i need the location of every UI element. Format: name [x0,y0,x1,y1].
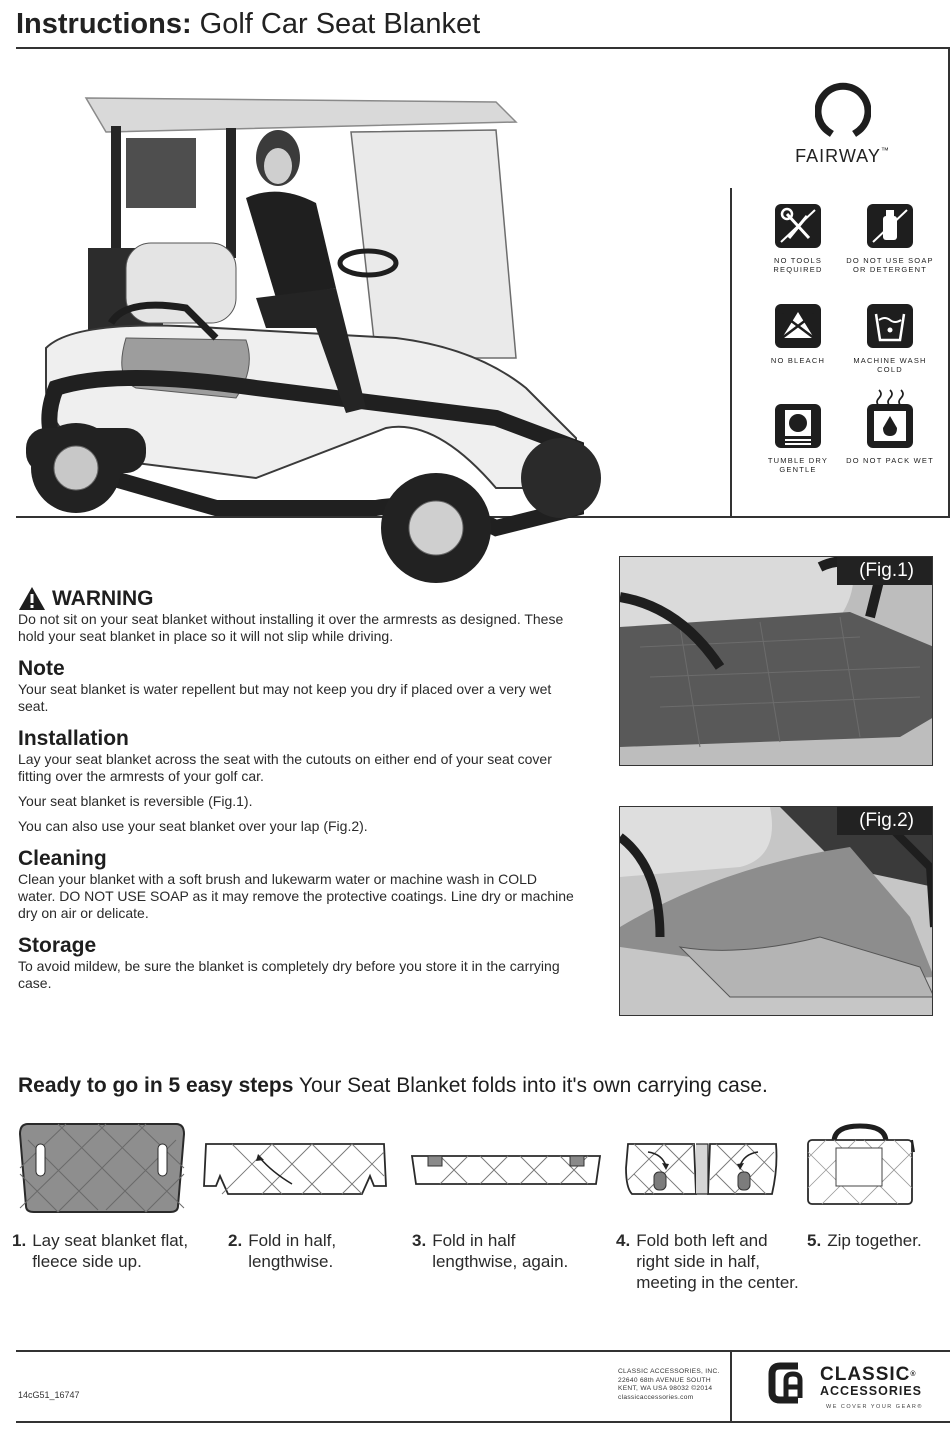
step-3-illustration [410,1150,602,1190]
footer-top-rule [16,1350,950,1352]
step-2-illustration [202,1138,388,1198]
figure-1-photo [620,557,933,766]
machine-wash-cold-icon [865,302,915,350]
step-description: Fold in half, lengthwise. [248,1231,337,1271]
care-item-do-not-pack-wet [844,386,936,465]
care-item-no-soap [844,202,936,274]
care-label: MACHINE WASH COLD [853,356,927,374]
step-number: 1. [12,1231,27,1250]
installation-heading: Installation [18,727,129,750]
no-tools-icon [773,202,823,250]
page-title: Instructions: Golf Car Seat Blanket [16,8,481,40]
step-number: 2. [228,1231,243,1250]
care-item-no-tools [752,202,844,274]
fairway-brand [740,80,945,167]
step-description: Zip together. [827,1231,922,1250]
step-description: Fold in half lengthwise, again. [432,1231,569,1271]
step-2-text [228,1230,388,1272]
company-tagline: WE COVER YOUR GEAR® [826,1404,923,1410]
footer-divider [730,1350,732,1422]
care-item-tumble-dry [752,402,844,474]
care-label: NO BLEACH [770,356,826,365]
no-soap-icon [865,202,915,250]
no-bleach-icon [773,302,823,350]
figure-2 [619,806,933,1016]
step-5-text [807,1230,947,1251]
tumble-dry-gentle-icon [773,402,823,450]
step-4-illustration [624,1138,780,1198]
company-address: CLASSIC ACCESSORIES, INC. 22640 68th AVENUE SOUTH KENT, WA USA 98032 ©2014 classicaccessories.com [618,1368,720,1401]
top-right-border [948,47,950,517]
warning-icon [18,586,46,611]
figure-1-label: (Fig.1) [837,557,932,585]
installation-section [18,727,578,835]
care-divider [730,188,732,516]
footer-bottom-rule [16,1421,950,1423]
note-heading: Note [18,657,65,680]
note-section [18,657,578,715]
care-label: DO NOT PACK WET [846,456,934,465]
storage-heading: Storage [18,934,97,957]
step-1-illustration [18,1120,186,1215]
step-4-text [616,1230,801,1293]
care-label: TUMBLE DRY GENTLE [767,456,829,474]
note-text: Your seat blanket is water repellent but may not keep you dry if placed over a very wet seat. [18,681,552,714]
step-description: Fold both left and right side in half, meeting in the center. [636,1231,799,1292]
warning-text: Do not sit on your seat blanket without installing it over the armrests as designed. These hold your seat blanket in place so it will not slip while driving. [18,611,564,644]
classic-accessories-logo-icon [768,1360,814,1406]
step-number: 3. [412,1231,427,1250]
storage-section [18,934,578,992]
company-name: CLASSIC® ACCESSORIES [820,1364,922,1398]
figure-2-label: (Fig.2) [837,807,932,835]
care-item-machine-wash [844,302,936,374]
cleaning-heading: Cleaning [18,847,107,870]
cleaning-section [18,847,578,922]
cleaning-text: Clean your blanket with a soft brush and lukewarm water or machine wash in COLD water. DO NOT USE SOAP as it may remove the protective coatings. Line dry or machine dry on air or delicate. [18,871,574,921]
header-rule [16,47,950,49]
figure-1 [619,556,933,766]
step-number: 5. [807,1231,822,1250]
care-label: NO TOOLS REQUIRED [773,256,823,274]
fairway-wordmark: FAIRWAY™ [795,146,890,166]
step-number: 4. [616,1231,631,1250]
step-3-text [412,1230,597,1272]
do-not-pack-wet-icon [865,386,915,450]
step-description: Lay seat blanket flat, fleece side up. [32,1231,189,1271]
care-item-no-bleach [752,302,844,365]
installation-text-2: Your seat blanket is reversible (Fig.1). [18,793,253,809]
installation-text-1: Lay your seat blanket across the seat with the cutouts on either end of your seat cover fitting over the armrests of your golf car. [18,751,552,784]
figure-2-photo [620,807,933,1016]
warning-heading: WARNING [52,586,154,610]
step-5-illustration [804,1122,916,1208]
installation-text-3: You can also use your seat blanket over your lap (Fig.2). [18,818,368,834]
product-code: 14cG51_16747 [18,1390,80,1400]
step-1-text [12,1230,202,1272]
instruction-text [18,586,578,1004]
steps-heading: Ready to go in 5 easy steps Your Seat Blanket folds into it's own carrying case. [18,1074,768,1097]
fairway-logo-icon [815,80,871,142]
golf-cart-image [16,88,616,588]
care-label: DO NOT USE SOAP OR DETERGENT [846,256,934,274]
storage-text: To avoid mildew, be sure the blanket is completely dry before you store it in the carrying case. [18,958,560,991]
warning-section [18,586,578,645]
